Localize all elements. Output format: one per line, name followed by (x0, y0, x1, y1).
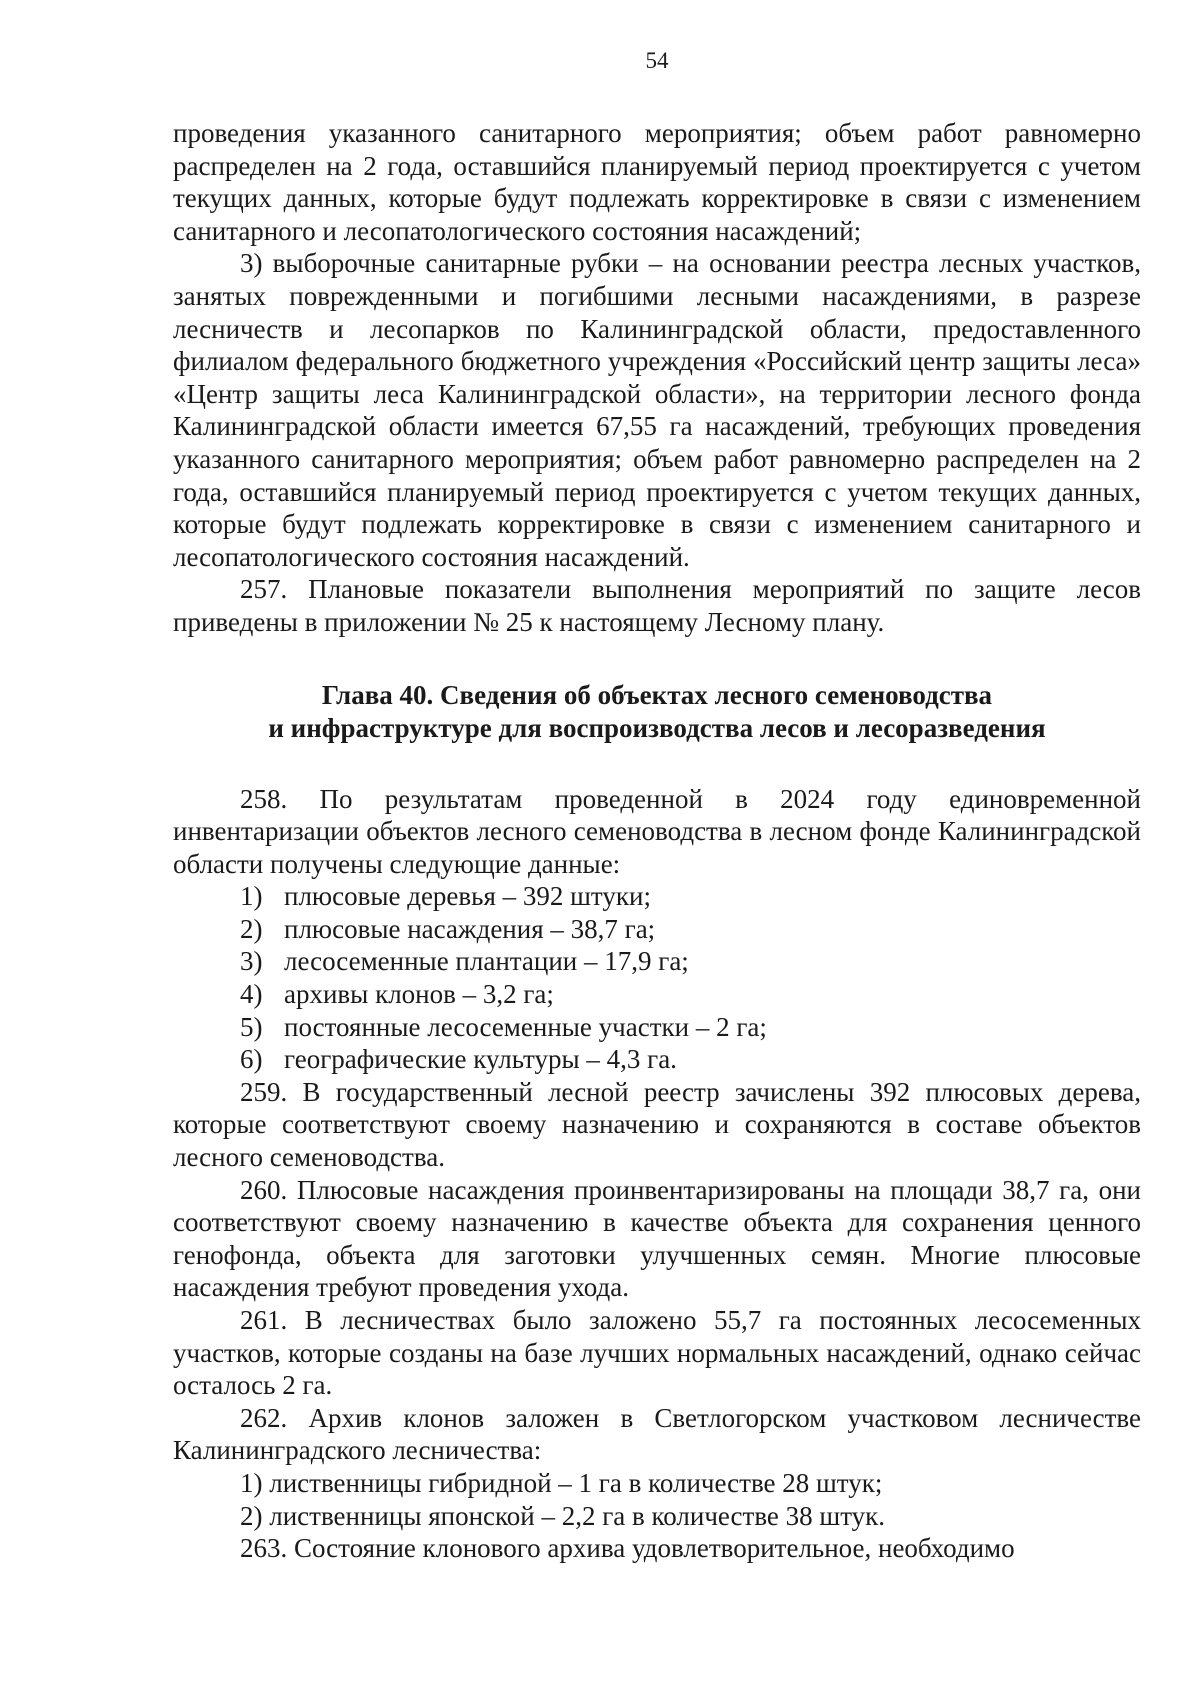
list-item (173, 1043, 1141, 1076)
paragraph-260: 260. Плюсовые насаждения проинвентаризированы на площади 38,7 га, они соответствуют своему назначению в качестве объекта для сохранения ценного генофонда, объекта для заготовки улучшенных семян. Многие плюсовые насаждения требуют проведения ухода. (173, 1174, 1141, 1303)
paragraph-item-3: 3) выборочные санитарные рубки – на основании реестра лесных участков, занятых поврежденными и погибшими лесными насаждениями, в разрезе лесничеств и лесопарков по Калининградской области, предоставленного филиалом федерального бюджетного учреждения «Российский центр защиты леса» «Центр защиты леса Калининградской области», на территории лесного фонда Калининградской области имеется 67,55 га насаждений, требующих проведения указанного санитарного мероприятия; объем работ равномерно распределен на 2 года, оставшийся планируемый период проектируется с учетом текущих данных, которые будут подлежать корректировке в связи с изменением санитарного и лесопатологического состояния насаждений. (173, 248, 1141, 572)
list-item-text: плюсовые насаждения – 38,7 га; (284, 913, 656, 944)
list-item (173, 945, 1141, 978)
list-item (173, 978, 1141, 1011)
chapter-heading-line-2: и инфраструктуре для воспроизводства лесов и лесоразведения (268, 712, 1046, 743)
list-item-number: 4) (240, 979, 263, 1010)
list-item (173, 913, 1141, 946)
paragraph-258: 258. По результатам проведенной в 2024 году единовременной инвентаризации объектов лесного семеноводства в лесном фонде Калининградской области получены следующие данные: (173, 783, 1141, 879)
list-item (173, 1011, 1141, 1044)
list-item-text: лесосеменные плантации – 17,9 га; (284, 946, 689, 977)
list-item-text: архивы клонов – 3,2 га; (284, 979, 554, 1010)
paragraph-257: 257. Плановые показатели выполнения мероприятий по защите лесов приведены в приложении № 25 к настоящему Лесному плану. (173, 574, 1141, 637)
list-item (173, 880, 1141, 913)
list-item-number: 6) (240, 1044, 263, 1075)
list-item-number: 1) (240, 881, 263, 912)
document-body (173, 117, 1141, 1565)
list-item-text: плюсовые деревья – 392 штуки; (284, 881, 651, 912)
list-item-number: 3) (240, 946, 263, 977)
list-item: 2) лиственницы японской – 2,2 га в количестве 38 штук. (240, 1500, 886, 1531)
paragraph-262: 262. Архив клонов заложен в Светлогорском участковом лесничестве Калининградского лесничества: (173, 1402, 1141, 1466)
paragraph-259: 259. В государственный лесной реестр зачислены 392 плюсовых дерева, которые соответствуют своему назначению и сохраняются в составе объектов лесного семеноводства. (173, 1076, 1141, 1173)
list-262 (173, 1467, 1141, 1532)
paragraph-continuation: проведения указанного санитарного мероприятия; объем работ равномерно распределен на 2 года, оставшийся планируемый период проектируется с учетом текущих данных, которые будут подлежать корректировке в связи с изменением санитарного и лесопатологического состояния насаждений; (173, 118, 1141, 246)
list-258 (173, 880, 1141, 1076)
chapter-heading (173, 679, 1141, 745)
list-item-number: 5) (240, 1011, 263, 1042)
paragraph-261: 261. В лесничествах было заложено 55,7 га постоянных лесосеменных участков, которые созданы на базе лучших нормальных насаждений, однако сейчас осталось 2 га. (173, 1305, 1141, 1401)
list-item: 1) лиственницы гибридной – 1 га в количестве 28 штук; (240, 1467, 883, 1498)
chapter-heading-line-1: Глава 40. Сведения об объектах лесного семеноводства (321, 679, 993, 710)
paragraph-263: 263. Состояние клонового архива удовлетворительное, необходимо (240, 1533, 1015, 1564)
list-item-text: постоянные лесосеменные участки – 2 га; (284, 1011, 767, 1042)
list-item-text: географические культуры – 4,3 га. (284, 1044, 677, 1075)
list-item-number: 2) (240, 913, 263, 944)
page-number: 54 (645, 48, 669, 73)
